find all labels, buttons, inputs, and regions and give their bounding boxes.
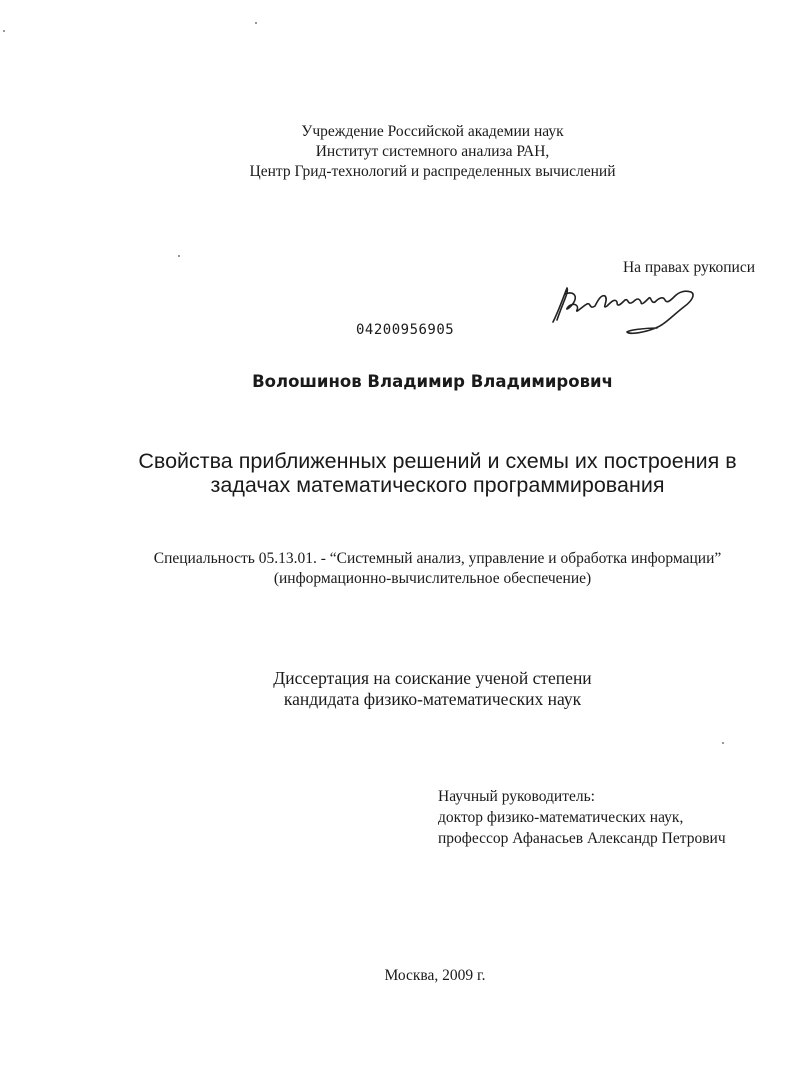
supervisor-label: Научный руководитель: (438, 788, 595, 805)
scan-speck (722, 742, 724, 744)
institution-line-2: Институт системного анализа РАН, (315, 143, 550, 160)
specialty-line-2: (информационно-вычислительное обеспечение) (273, 570, 592, 587)
author-name: Волошинов Владимир Владимирович (252, 372, 613, 391)
dissertation-title (0, 449, 795, 497)
scan-speck (178, 255, 180, 257)
supervisor-name: профессор Афанасьев Александр Петрович (438, 830, 726, 847)
supervisor-degree: доктор физико-математических наук, (438, 809, 684, 826)
specialty-line-1: Специальность 05.13.01. - “Системный анализ, управление и обработка информации” (153, 550, 722, 567)
supervisor-block (438, 786, 726, 849)
serial-number: 04200956905 (356, 322, 455, 338)
scan-speck (255, 22, 257, 24)
degree-line-2: кандидата физико-математических наук (283, 689, 582, 709)
degree-line-1: Диссертация на соискание ученой степени (273, 668, 592, 688)
city-year (0, 967, 795, 985)
specialty-block (0, 549, 795, 589)
manuscript-note: На правах рукописи (622, 259, 755, 276)
institution-block (0, 122, 795, 182)
institution-line-1: Учреждение Российской академии наук (301, 123, 564, 140)
institution-line-3: Центр Грид-технологий и распределенных вычислений (249, 163, 616, 180)
scan-speck (3, 30, 5, 32)
signature (545, 280, 715, 352)
city-year-text: Москва, 2009 г. (384, 967, 486, 984)
title-line-2: задачах математического программирования (210, 473, 665, 497)
title-line-1: Свойства приближенных решений и схемы их построения в (138, 449, 737, 473)
dissertation-degree (0, 668, 795, 710)
